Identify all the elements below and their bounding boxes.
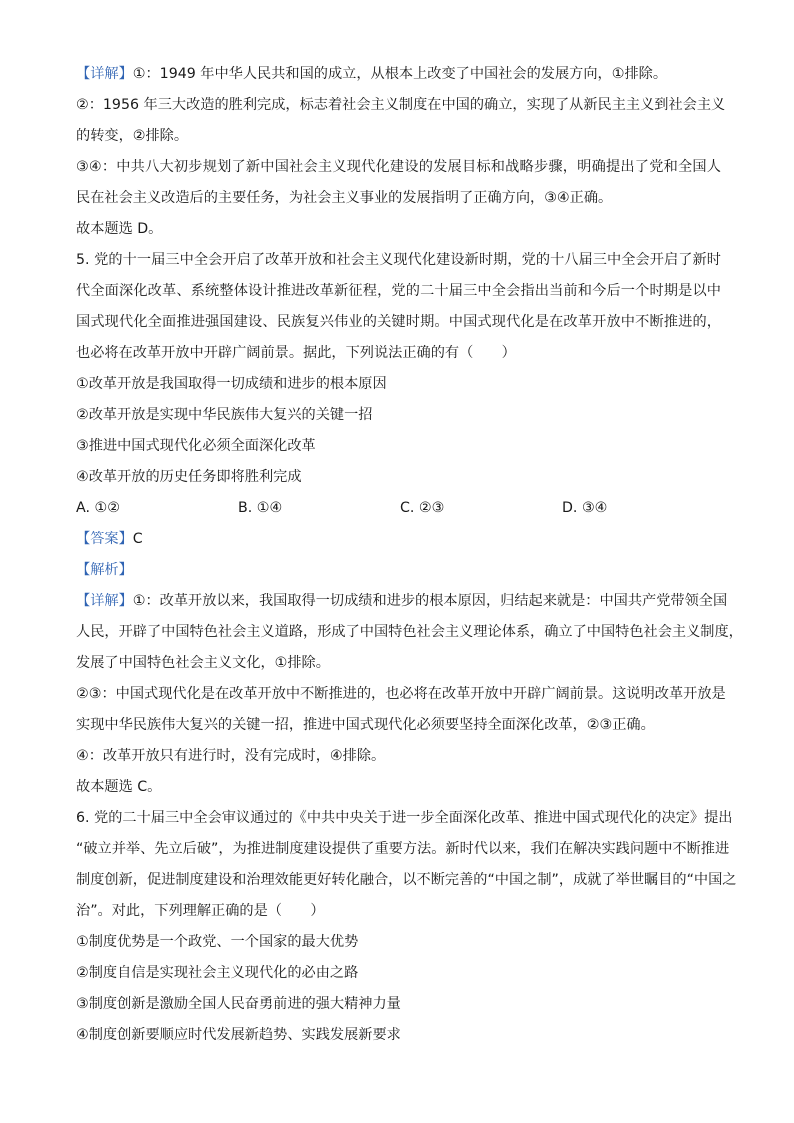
option-a: A. ①② xyxy=(76,500,120,516)
conclusion-line: 故本题选 C。 xyxy=(76,779,162,795)
answer-line xyxy=(76,524,721,555)
analysis-tag: 【解析】 xyxy=(76,562,133,578)
option-c: C. ②③ xyxy=(400,500,445,516)
question-5-statement-4: ④改革开放的历史任务即将胜利完成 xyxy=(76,469,302,485)
document-content xyxy=(76,59,743,1051)
detail-paragraph-line: 人民，开辟了中国特色社会主义道路，形成了中国特色社会主义理论体系，确立了中国特色社会主义制度， xyxy=(76,624,743,640)
detail-paragraph-line: ③④：中共八大初步规划了新中国社会主义现代化建设的发展目标和战略步骤，明确提出了党和全国人 xyxy=(76,159,721,175)
detail-paragraph-line: 发展了中国特色社会主义文化，①排除。 xyxy=(76,655,330,671)
detail-paragraph-line: 的转变，②排除。 xyxy=(76,128,189,144)
question-6-statement-2: ②制度自信是实现社会主义现代化的必由之路 xyxy=(76,965,359,981)
question-6-stem: “破立并举、先立后破”，为推进制度建设提供了重要方法。新时代以来，我们在解决实践问题中不断推进 xyxy=(76,841,730,857)
conclusion-line: 故本题选 D。 xyxy=(76,221,163,237)
question-5-stem: 国式现代化全面推进强国建设、民族复兴伟业的关键时期。中国式现代化是在改革开放中不断推进的， xyxy=(76,314,721,330)
question-5-stem: 也必将在改革开放中开辟广阔前景。据此，下列说法正确的有（ ） xyxy=(76,345,516,361)
detail-paragraph-line xyxy=(76,59,721,90)
option-d: D. ③④ xyxy=(562,500,608,516)
question-6-stem: 6. 党的二十届三中全会审议通过的《中共中央关于进一步全面深化改革、推进中国式现代化的决定》提出 xyxy=(76,810,733,826)
question-6-statement-4: ④制度创新要顺应时代发展新趋势、实践发展新要求 xyxy=(76,1027,401,1043)
answer-value: C xyxy=(132,531,143,547)
question-5-statement-3: ③推进中国式现代化必须全面深化改革 xyxy=(76,438,316,454)
question-5-stem: 5. 党的十一届三中全会开启了改革开放和社会主义现代化建设新时期，党的十八届三中全会开启了新时 xyxy=(76,252,721,268)
option-b: B. ①④ xyxy=(238,500,283,516)
detail-paragraph-line: ②：1956 年三大改造的胜利完成，标志着社会主义制度在中国的确立，实现了从新民主主义到社会主义 xyxy=(76,97,726,113)
analysis-line xyxy=(76,555,721,586)
detail-tag: 【详解】 xyxy=(76,593,133,609)
answer-tag: 【答案】 xyxy=(76,531,133,547)
detail-paragraph-line xyxy=(76,586,728,617)
question-6-stem: 治”。对此，下列理解正确的是（ ） xyxy=(76,903,325,919)
detail-text: ①：改革开放以来，我国取得一切成绩和进步的根本原因，归结起来就是：中国共产党带领全国 xyxy=(132,593,728,609)
detail-paragraph-line: 民在社会主义改造后的主要任务，为社会主义事业的发展指明了正确方向，③④正确。 xyxy=(76,190,613,206)
question-6-stem: 制度创新，促进制度建设和治理效能更好转化融合，以不断完善的“中国之制”，成就了举世瞩目的“中国之 xyxy=(76,872,737,888)
detail-paragraph-line: ④：改革开放只有进行时，没有完成时，④排除。 xyxy=(76,748,386,764)
question-6-statement-3: ③制度创新是激励全国人民奋勇前进的强大精神力量 xyxy=(76,996,401,1012)
question-5-statement-1: ①改革开放是我国取得一切成绩和进步的根本原因 xyxy=(76,376,387,392)
detail-tag: 【详解】 xyxy=(76,66,133,82)
question-5-options xyxy=(76,493,721,524)
question-6-statement-1: ①制度优势是一个政党、一个国家的最大优势 xyxy=(76,934,359,950)
question-5-stem: 代全面深化改革、系统整体设计推进改革新征程，党的二十届三中全会指出当前和今后一个时期是以中 xyxy=(76,283,721,299)
detail-paragraph-line: 实现中华民族伟大复兴的关键一招，推进中国式现代化必须要坚持全面深化改革，②③正确。 xyxy=(76,717,655,733)
detail-text: ①：1949 年中华人民共和国的成立，从根本上改变了中国社会的发展方向，①排除。 xyxy=(132,66,668,82)
question-5-statement-2: ②改革开放是实现中华民族伟大复兴的关键一招 xyxy=(76,407,373,423)
detail-paragraph-line: ②③：中国式现代化是在改革开放中不断推进的，也必将在改革开放中开辟广阔前景。这说明改革开放是 xyxy=(76,686,726,702)
